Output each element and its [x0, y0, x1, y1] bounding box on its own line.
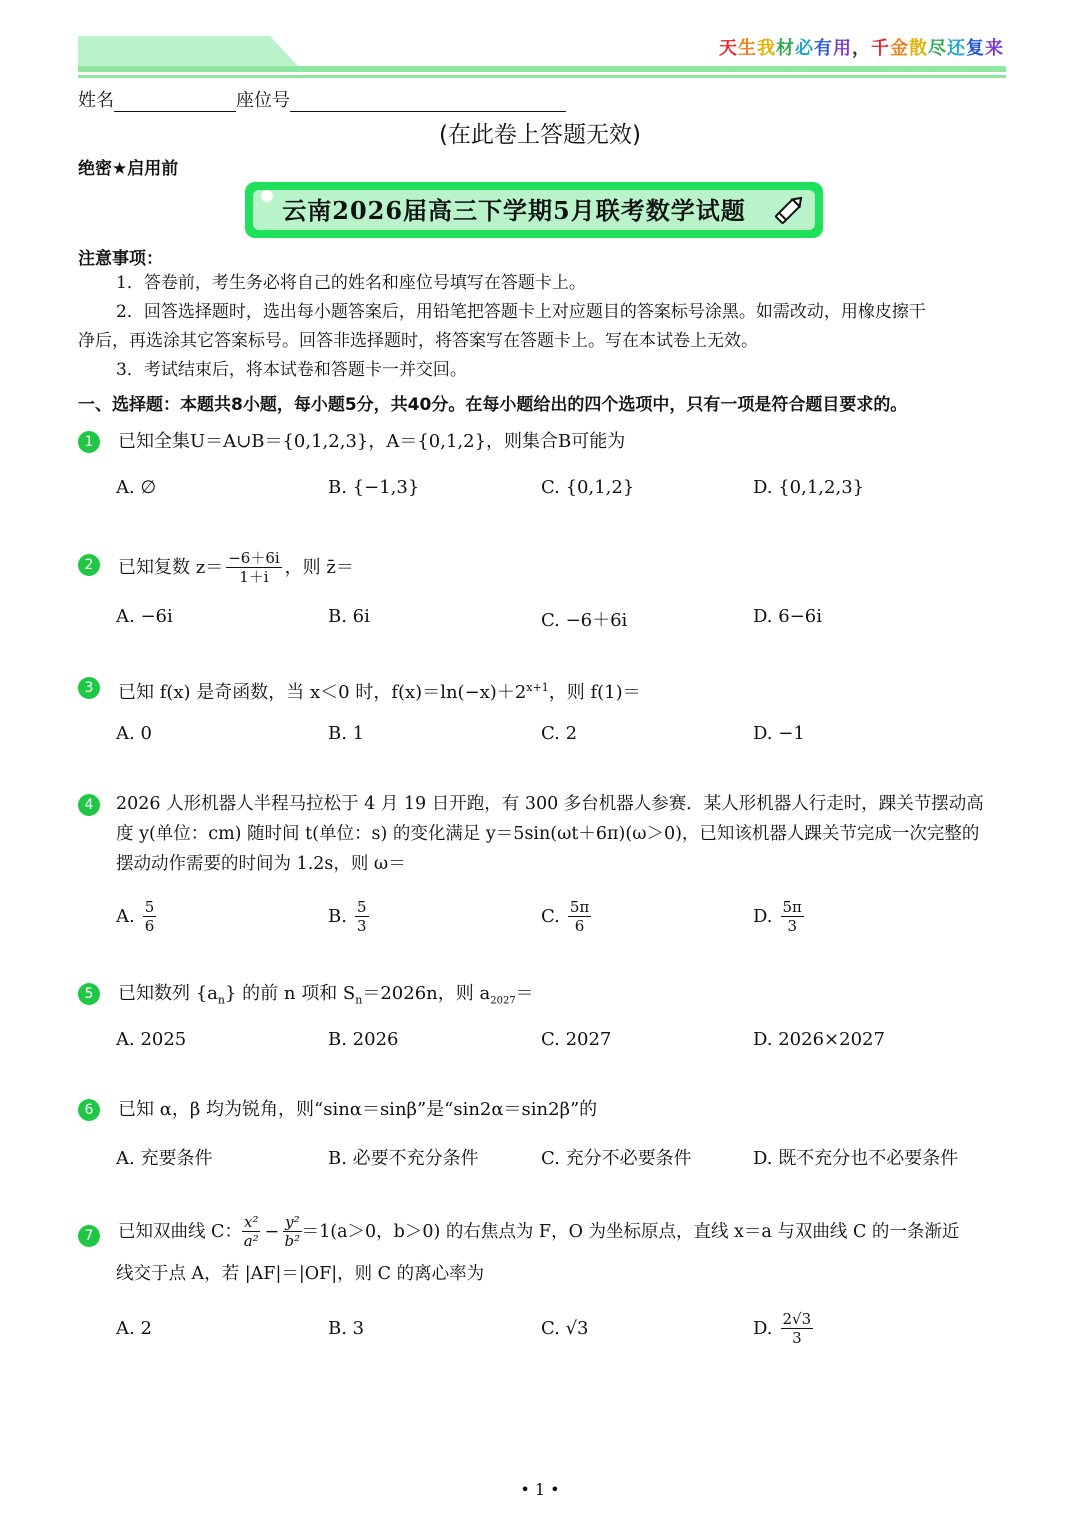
question-stem-line: 度 y(单位：cm) 随时间 t(单位：s) 的变化满足 y＝5sin(ωt＋6π)(ω＞0)，已知该机器人踝关节完成一次完整的 [116, 824, 980, 844]
option-label: D. [753, 1318, 773, 1339]
stem-text: 已知 f(x) 是奇函数，当 x＜0 时，f(x)＝ln(−x)＋2 [118, 682, 527, 703]
question-number-badge: 2 [78, 554, 100, 576]
note-item: 3．考试结束后，将本试卷和答题卡一并交回。 [116, 360, 467, 380]
motto-char: 必 [795, 38, 814, 59]
name-blank[interactable] [114, 91, 236, 112]
question-stem: 已知全集U＝A∪B＝{0,1,2,3}，A＝{0,1,2}，则集合B可能为 [118, 431, 626, 452]
fraction [355, 898, 369, 935]
note-item: 2．回答选择题时，选出每小题答案后，用铅笔把答题卡上对应题目的答案标号涂黑。如需改动，用橡皮擦干 [116, 302, 926, 322]
question-number-badge: 4 [78, 794, 100, 816]
name-seat-row [78, 86, 566, 112]
header-motto [719, 34, 1004, 60]
question-stem-line: 2026 人形机器人半程马拉松于 4 月 19 日开跑，有 300 多台机器人参赛．某人形机器人行走时，踝关节摆动高 [116, 794, 984, 814]
fraction-numerator: −6＋6i [228, 549, 280, 567]
question-number-badge: 1 [78, 431, 100, 453]
fraction-numerator: x² [243, 1213, 259, 1231]
motto-char: 有 [814, 38, 833, 59]
option-d[interactable]: D. 6−6i [753, 606, 822, 627]
motto-char: 材 [776, 38, 795, 59]
fraction-numerator: 2√3 [782, 1310, 812, 1328]
fraction-denominator: b² [284, 1232, 301, 1250]
motto-char: 还 [947, 38, 966, 59]
fraction-numerator: 5 [144, 898, 155, 916]
option-a[interactable]: A. 2025 [116, 1029, 187, 1050]
option-a[interactable]: A. −6i [116, 606, 173, 627]
option-b[interactable] [328, 898, 369, 935]
option-b[interactable]: B. 2026 [328, 1029, 399, 1050]
question-stem [118, 979, 534, 1017]
option-b[interactable]: B. 6i [328, 606, 370, 627]
stem-text: ，则 z̄＝ [284, 556, 354, 578]
option-c[interactable]: C. 充分不必要条件 [541, 1148, 692, 1169]
option-a[interactable]: A. 2 [116, 1318, 152, 1339]
fraction [781, 898, 804, 935]
motto-char: 金 [890, 38, 909, 59]
fraction [242, 1213, 260, 1250]
option-c[interactable]: C. √3 [541, 1318, 589, 1339]
option-c[interactable] [541, 898, 591, 935]
stem-text: ，则 f(1)＝ [548, 682, 641, 703]
page-number: • 1 • [520, 1480, 560, 1499]
fraction-numerator: 5π [569, 898, 590, 916]
motto-char: 生 [738, 38, 757, 59]
header-rule-thin [78, 75, 1006, 78]
stem-text: ＝ [515, 983, 534, 1004]
note-item: 净后，再选涂其它答案标号。回答非选择题时，将答案写在答题卡上。写在本试卷上无效。 [78, 331, 758, 351]
seat-blank[interactable] [290, 91, 566, 112]
option-label: B. [328, 906, 347, 927]
fraction-denominator: 3 [792, 1329, 802, 1347]
option-b[interactable]: B. 3 [328, 1318, 365, 1339]
option-b[interactable]: B. 必要不充分条件 [328, 1148, 479, 1169]
question-stem [118, 673, 641, 708]
stem-text: ＝2026n，则 a [362, 983, 491, 1004]
fraction-denominator: 6 [574, 917, 585, 935]
option-d[interactable]: D. 既不充分也不必要条件 [753, 1148, 959, 1169]
option-label: A. [116, 906, 135, 927]
header-rule-thick [78, 66, 1006, 72]
fraction-denominator: 1＋i [239, 568, 269, 586]
stem-text: 已知数列 {a [118, 983, 218, 1004]
fraction [226, 549, 281, 586]
fraction [283, 1213, 302, 1250]
fraction-denominator: 3 [356, 917, 367, 935]
minus-sign: − [264, 1221, 280, 1242]
option-c[interactable]: C. {0,1,2} [541, 477, 635, 498]
stem-text: } 的前 n 项和 S [225, 983, 356, 1004]
option-d[interactable]: D. 2026×2027 [753, 1029, 885, 1050]
title-banner [245, 182, 823, 238]
question-stem [118, 549, 354, 586]
fraction-numerator: 5π [782, 898, 802, 916]
name-label: 姓名 [78, 90, 114, 111]
motto-char: 来 [985, 38, 1004, 59]
motto-char: ， [852, 38, 871, 59]
motto-char: 用 [833, 38, 852, 59]
option-d[interactable]: D. −1 [753, 723, 805, 744]
header-tab-decoration [78, 36, 298, 66]
motto-char: 散 [909, 38, 928, 59]
option-a[interactable]: A. ∅ [116, 477, 157, 498]
subscript: n [217, 993, 225, 1007]
question-stem: 已知 α，β 均为锐角，则“sinα＝sinβ”是“sin2α＝sin2β”的 [118, 1099, 598, 1120]
motto-char: 千 [871, 38, 890, 59]
question-stem-line: 摆动动作需要的时间为 1.2s，则 ω＝ [116, 854, 406, 874]
question-number-badge: 5 [78, 983, 100, 1005]
fraction-denominator: a² [243, 1232, 259, 1250]
question-number-badge: 7 [78, 1225, 100, 1247]
motto-char: 复 [966, 38, 985, 59]
option-a[interactable]: A. 0 [116, 723, 152, 744]
stem-text: ＝1(a＞0，b＞0) 的右焦点为 F，O 为坐标原点，直线 x＝a 与双曲线 C 的一条渐近 [301, 1221, 960, 1242]
fraction-denominator: 6 [144, 917, 155, 935]
option-label: C. [541, 906, 560, 927]
option-b[interactable]: B. {−1,3} [328, 477, 420, 498]
option-c[interactable]: C. 2027 [541, 1029, 612, 1050]
seat-label: 座位号 [236, 90, 290, 111]
subscript: n [355, 993, 363, 1007]
secret-label: 绝密★启用前 [78, 159, 179, 179]
option-c[interactable]: C. −6＋6i [541, 610, 628, 631]
option-a[interactable] [116, 898, 156, 935]
fraction [568, 898, 591, 935]
subscript: 2027 [490, 995, 516, 1007]
stem-text: 已知复数 z＝ [118, 556, 224, 578]
motto-char: 天 [719, 38, 738, 59]
question-stem [118, 1213, 959, 1250]
question-number-badge: 6 [78, 1099, 100, 1121]
question-number-badge: 3 [78, 677, 100, 699]
option-b[interactable]: B. 1 [328, 723, 365, 744]
option-label: D. [753, 906, 773, 927]
section-heading: 一、选择题：本题共8小题，每小题5分，共40分。在每小题给出的四个选项中，只有一项是符合题目要求的。 [78, 395, 908, 415]
fraction-numerator: 5 [356, 898, 367, 916]
note-item: 1．答卷前，考生务必将自己的姓名和座位号填写在答题卡上。 [116, 273, 586, 293]
fraction [143, 898, 157, 935]
question-stem-line: 线交于点 A，若 |AF|＝|OF|，则 C 的离心率为 [116, 1264, 485, 1284]
option-d[interactable] [753, 898, 804, 935]
fraction-denominator: 3 [787, 917, 797, 935]
exam-title: 云南2026届高三下学期5月联考数学试题 [282, 196, 746, 225]
notes-title: 注意事项： [78, 249, 163, 269]
motto-char: 尽 [928, 38, 947, 59]
option-d[interactable]: D. {0,1,2,3} [753, 477, 865, 498]
fraction-numerator: y² [285, 1213, 300, 1231]
pencil-icon [771, 192, 807, 228]
option-c[interactable]: C. 2 [541, 723, 578, 744]
motto-char: 我 [757, 38, 776, 59]
option-d[interactable] [753, 1310, 813, 1347]
invalid-note: (在此卷上答题无效) [439, 122, 641, 148]
option-a[interactable]: A. 充要条件 [116, 1148, 213, 1169]
fraction [781, 1310, 814, 1347]
stem-text: 已知双曲线 C： [118, 1221, 242, 1242]
exponent: x+1 [526, 681, 549, 694]
